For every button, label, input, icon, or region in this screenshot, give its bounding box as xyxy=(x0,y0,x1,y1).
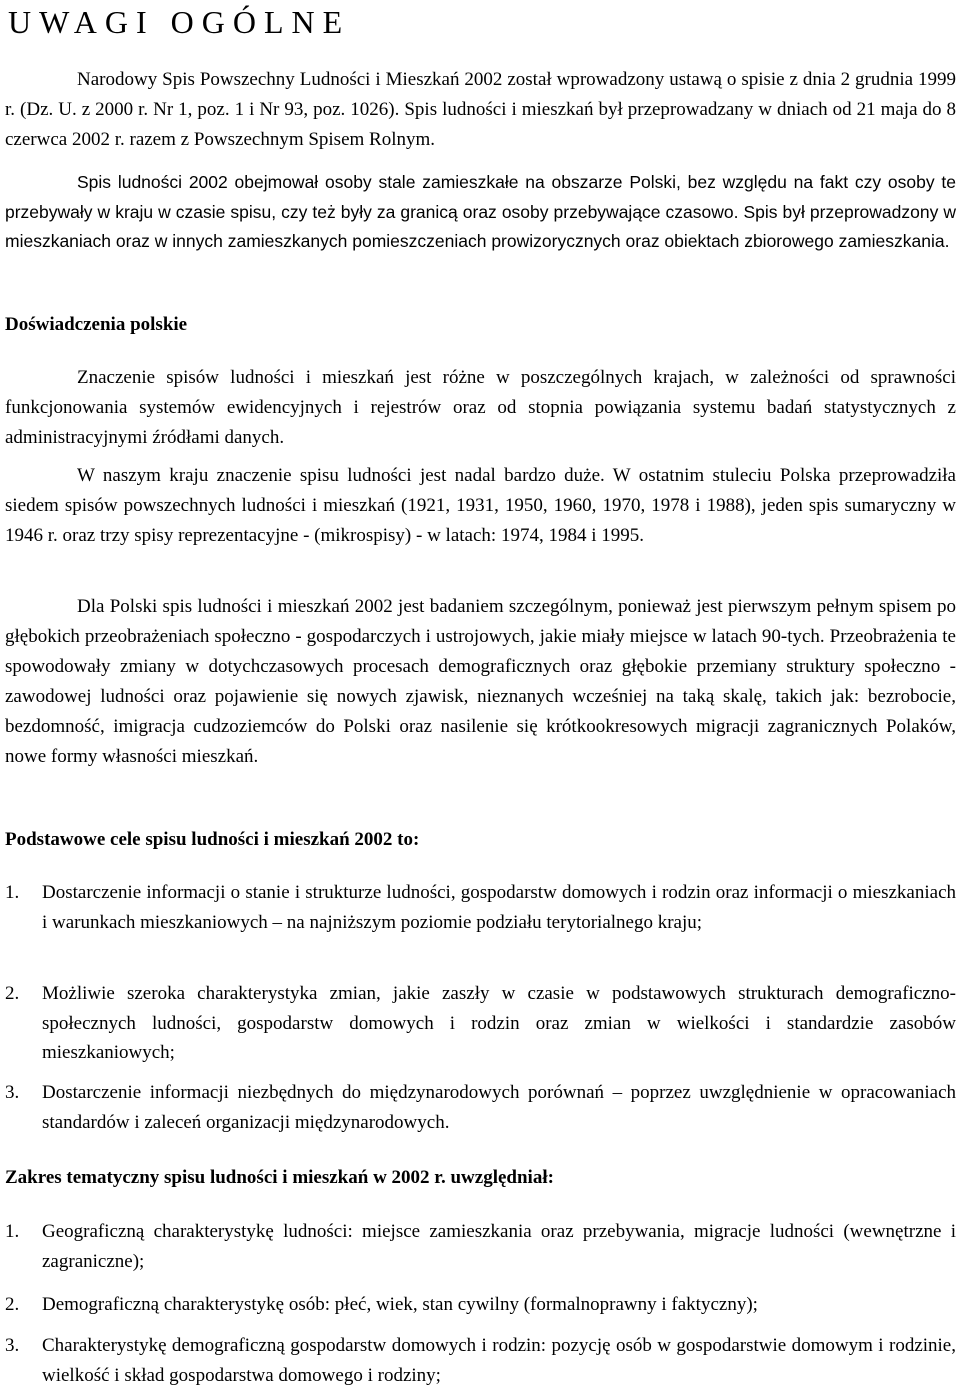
document-title: UWAGI OGÓLNE xyxy=(8,4,351,40)
section-heading-experience: Doświadczenia polskie xyxy=(5,314,188,335)
goals-list-item xyxy=(5,1078,956,1137)
goals-list-item xyxy=(5,979,956,1068)
section-heading-goals: Podstawowe cele spisu ludności i mieszkań 2002 to: xyxy=(5,829,420,850)
scope-list-item xyxy=(5,1290,956,1320)
list-number: 2. xyxy=(5,983,20,1004)
list-number: 3. xyxy=(5,1335,20,1356)
experience-paragraph-1: Znaczenie spisów ludności i mieszkań jest różne w poszczególnych krajach, w zależności od sprawności funkcjonowania systemów ewidencyjnych i rejestrów oraz od stopnia powiązania systemu badań statystycznych z administracyjnymi źródłami danych. xyxy=(5,367,956,448)
list-item-text: Możliwie szeroka charakterystyka zmian, jakie zaszły w czasie w podstawowych strukturach demograficzno-społecznych ludności, gospodarstw domowych i rodzin oraz zmian w wielkości i standardzie zasobów mieszkaniowych; xyxy=(42,983,956,1063)
section-heading-scope: Zakres tematyczny spisu ludności i mieszkań w 2002 r. uwzględniał: xyxy=(5,1167,554,1188)
list-item-text: Geograficzną charakterystykę ludności: miejsce zamieszkania oraz przebywania, migracje ludności (wewnętrzne i zagraniczne); xyxy=(42,1221,956,1272)
intro-paragraph-1: Narodowy Spis Powszechny Ludności i Mieszkań 2002 został wprowadzony ustawą o spisie z dnia 2 grudnia 1999 r. (Dz. U. z 2000 r. Nr 1, poz. 1 i Nr 93, poz. 1026). Spis ludności i mieszkań był przeprowadzany w dniach od 21 maja do 8 czerwca 2002 r. razem z Powszechnym Spisem Rolnym. xyxy=(5,69,956,150)
experience-paragraph-2: W naszym kraju znaczenie spisu ludności jest nadal bardzo duże. W ostatnim stuleciu Polska przeprowadziła siedem spisów powszechnych ludności i mieszkań (1921, 1931, 1950, 1960, 1970, 1978 i 1988), jeden spis sumaryczny w 1946 r. oraz trzy spisy reprezentacyjne - (mikrospisy) - w latach: 1974, 1984 i 1995. xyxy=(5,465,956,546)
list-item-text: Charakterystykę demograficzną gospodarstw domowych i rodzin: pozycję osób w gospodarstwie domowym i rodzinie, wielkość i skład gospodarstwa domowego i rodziny; xyxy=(42,1335,956,1386)
list-item-text: Demograficzną charakterystykę osób: płeć, wiek, stan cywilny (formalnoprawny i faktyczny); xyxy=(42,1294,758,1315)
list-number: 1. xyxy=(5,1221,20,1242)
scope-list-item xyxy=(5,1217,956,1276)
experience-paragraph-3: Dla Polski spis ludności i mieszkań 2002 jest badaniem szczególnym, ponieważ jest pierwszym pełnym spisem po głębokich przeobrażeniach społeczno - gospodarczych i ustrojowych, jakie miały miejsce w latach 90-tych. Przeobrażenia te spowodowały zmiany w dotychczasowych procesach demograficznych oraz głębokie przemiany struktury społeczno - zawodowej ludności oraz pojawienie się nowych zjawisk, nieznanych wcześniej na taką skalę, takich jak: bezrobocie, bezdomność, imigracja cudzoziemców do Polski oraz nasilenie się krótkookresowych migracji zagranicznych Polaków, nowe formy własności mieszkań. xyxy=(5,596,956,767)
list-number: 1. xyxy=(5,882,20,903)
goals-list-item xyxy=(5,878,956,937)
list-item-text: Dostarczenie informacji niezbędnych do międzynarodowych porównań – poprzez uwzględnienie w opracowaniach standardów i zaleceń organizacji międzynarodowych. xyxy=(42,1082,956,1133)
list-number: 2. xyxy=(5,1294,20,1315)
list-item-text: Dostarczenie informacji o stanie i strukturze ludności, gospodarstw domowych i rodzin oraz informacji o mieszkaniach i warunkach mieszkaniowych – na najniższym poziomie podziału terytorialnego kraju; xyxy=(42,882,956,933)
intro-paragraph-2: Spis ludności 2002 obejmował osoby stale zamieszkałe na obszarze Polski, bez względu na fakt czy osoby te przebywały w kraju w czasie spisu, czy też były za granicą oraz osoby przebywające czasowo. Spis był przeprowadzony w mieszkaniach oraz w innych zamieszkanych pomieszczeniach prowizorycznych oraz obiektach zbiorowego zamieszkania. xyxy=(5,172,956,251)
list-number: 3. xyxy=(5,1082,20,1103)
scope-list-item xyxy=(5,1331,956,1390)
